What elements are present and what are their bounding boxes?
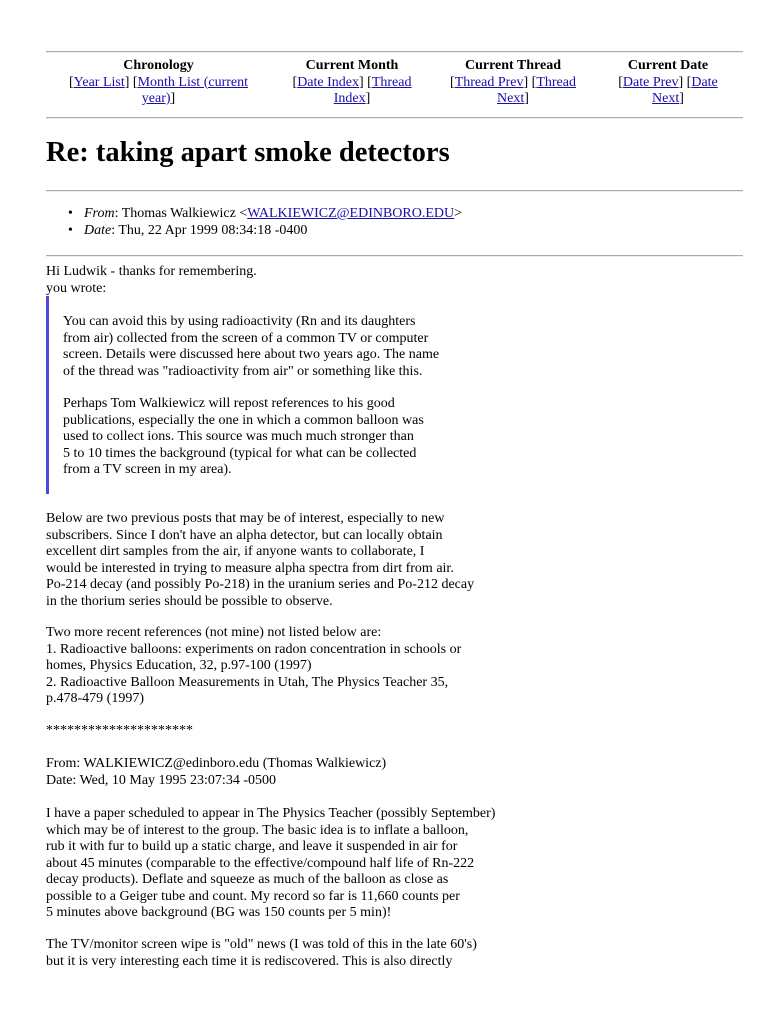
nav-rule	[46, 117, 743, 119]
nav-chronology-heading: Chronology	[123, 58, 194, 73]
nav-chronology: Chronology [Year List] [Month List (current year)]	[46, 58, 271, 108]
header-rule	[46, 255, 743, 257]
year-list-link[interactable]: Year List	[73, 74, 125, 90]
greeting-text: Hi Ludwik - thanks for remembering. you wrote:	[46, 264, 257, 296]
body-paragraph-1: Below are two previous posts that may be of interest, especially to new subscribers. Since I don't have an alpha detector, but can locally obtain excellent dirt samples from the air, if anyone wants to collaborate, I would be interested in trying to measure alpha spectra from dirt from air. Po-214 decay (and possibly Po-218) in the uranium series and Po-212 decay in the thorium series should be possible to observe.	[46, 511, 475, 609]
title-rule	[46, 190, 743, 192]
thread-index-link[interactable]: Thread	[371, 74, 412, 90]
forwarded-headers: From: WALKIEWICZ@edinboro.edu (Thomas Walkiewicz) Date: Wed, 10 May 1995 23:07:34 -0500	[46, 756, 387, 788]
separator-stars: *********************	[46, 723, 193, 738]
navigation-bar	[46, 58, 743, 108]
from-label: From	[84, 206, 115, 221]
month-list-link[interactable]: Month List (current	[137, 74, 248, 90]
body-paragraph-4: The TV/monitor screen wipe is "old" news (I was told of this in the late 60's) but it is very interesting each time it is rediscovered. This is also directly	[46, 937, 477, 969]
thread-index-link-cont[interactable]: Index	[333, 91, 366, 106]
nav-current-date: Current Date [Date Prev] [Date Next]	[593, 58, 743, 108]
thread-prev-link[interactable]: Thread Prev	[454, 74, 524, 90]
date-next-link[interactable]: Date	[691, 74, 718, 90]
message-headers	[68, 206, 462, 239]
nav-current-month: Current Month [Date Index] [Thread Index]	[271, 58, 433, 108]
month-list-link-cont[interactable]: year)	[141, 91, 171, 106]
nav-current-thread-heading: Current Thread	[464, 58, 562, 73]
date-index-link[interactable]: Date Index	[297, 74, 359, 90]
from-header: • From: Thomas Walkiewicz <WALKIEWICZ@EDINBORO.EDU>	[68, 206, 462, 223]
nav-current-date-heading: Current Date	[627, 58, 709, 73]
body-paragraph-3: I have a paper scheduled to appear in The Physics Teacher (possibly September) which may be of interest to the group. The basic idea is to inflate a balloon, rub it with fur to build up a static charge, and leave it suspended in air for about 45 minutes (comparable to the effective/compound half life of Rn-222 decay products). Deflate and squeeze as much of the balloon as close as possible to a Geiger tube and count. My record so far is 11,660 counts per 5 minutes above background (BG was 150 counts per 5 min)!	[46, 806, 496, 920]
top-rule	[46, 51, 743, 53]
nav-current-thread: Current Thread [Thread Prev] [Thread Next]	[433, 58, 593, 108]
quote-paragraph-1: You can avoid this by using radioactivity (Rn and its daughters from air) collected from the screen of a common TV or computer screen. Details were discussed here about two years ago. The name of the thread was "radioactivity from air" or something like this.	[63, 314, 440, 379]
page-title: Re: taking apart smoke detectors	[46, 137, 450, 168]
date-label: Date	[84, 222, 112, 238]
from-email-link[interactable]: WALKIEWICZ@EDINBORO.EDU	[247, 206, 455, 221]
date-next-link-cont[interactable]: Next	[652, 91, 680, 106]
date-header: • Date: Thu, 22 Apr 1999 08:34:18 -0400	[68, 223, 462, 240]
nav-current-month-heading: Current Month	[305, 58, 399, 73]
body-paragraph-2: Two more recent references (not mine) not listed below are: 1. Radioactive balloons: experiments on radon concentration in schools or homes, Physics Education, 32, p.97-100 (1997) 2. Radioactive Balloon Measurements in Utah, The Physics Teacher 35, p.478-479 (1997)	[46, 625, 462, 706]
date-prev-link[interactable]: Date Prev	[622, 74, 679, 90]
from-name: Thomas Walkiewicz <	[121, 206, 248, 221]
quote-paragraph-2: Perhaps Tom Walkiewicz will repost references to his good publications, especially the one in which a common balloon was used to collect ions. This source was much much stronger than 5 to 10 times the background (typical for what can be collected from a TV screen in my area).	[63, 396, 424, 477]
date-value: Thu, 22 Apr 1999 08:34:18 -0400	[118, 222, 308, 238]
thread-next-link-cont[interactable]: Next	[497, 91, 525, 106]
quoted-block	[46, 296, 549, 494]
thread-next-link[interactable]: Thread	[536, 74, 576, 90]
